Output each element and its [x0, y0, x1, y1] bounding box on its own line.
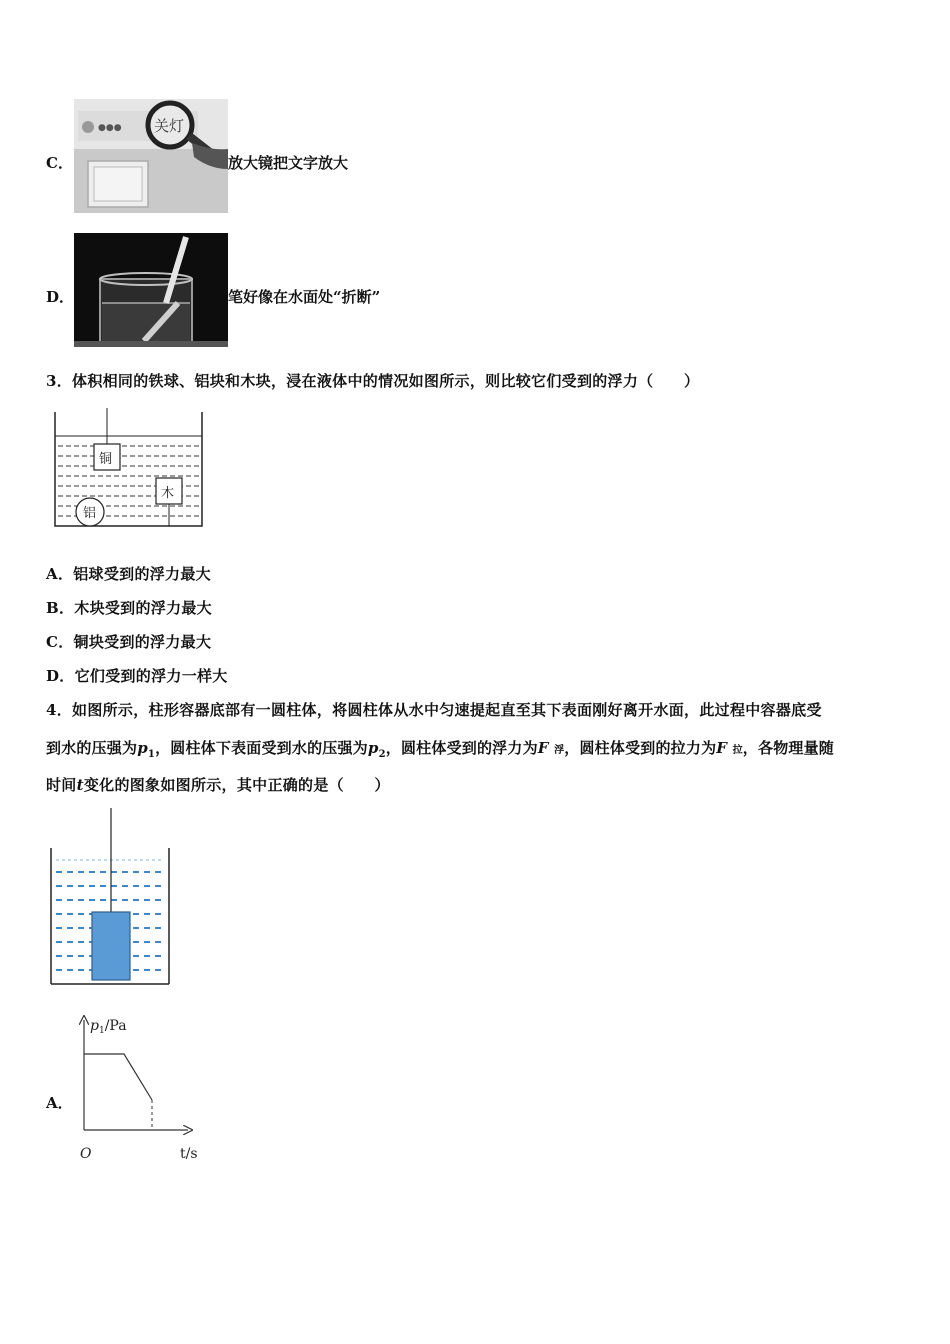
- buoyancy-figure-q3: [50, 408, 206, 532]
- option-d-letter: D．: [46, 288, 75, 306]
- option-c-text: 放大镜把文字放大: [228, 154, 349, 172]
- graph-y-label-var: p: [90, 1018, 99, 1034]
- question-4-line-3: 时间t变化的图象如图所示，其中正确的是（ ）: [46, 776, 390, 794]
- p1-symbol: p: [137, 739, 148, 757]
- q3-option-d: D．它们受到的浮力一样大: [46, 667, 228, 685]
- option-c-letter: C．: [46, 154, 73, 172]
- question-3-stem: 3．体积相同的铁球、铝块和木块，浸在液体中的情况如图所示，则比较它们受到的浮力（ ）: [46, 372, 700, 390]
- cylinder-container-figure: [48, 808, 172, 988]
- svg-text:p1/Pa: $p_1/Pa$: [90, 1018, 127, 1036]
- p2-symbol: p: [367, 739, 379, 757]
- p1-time-graph: [72, 1012, 212, 1164]
- f-tension-symbol: F: [716, 739, 728, 757]
- copper-label: 铜: [99, 452, 113, 467]
- option-d-text: 笔好像在水面处“折断”: [228, 288, 381, 306]
- question-4-line-1: 4．如图所示，柱形容器底部有一圆柱体，将圆柱体从水中匀速提起直至其下表面刚好离开水面，此过程中容器底受: [46, 701, 822, 719]
- pencil-in-water-photo: [74, 233, 228, 347]
- graph-origin: O: [80, 1146, 92, 1162]
- wood-label: 木: [161, 486, 175, 501]
- question-4-line-2: 到水的压强为$p_1$，圆柱体下表面受到水的压强为$p_2$，圆柱体受到的浮力为F 浮，圆柱体受到的拉力为F 拉，各物理量随: [46, 739, 834, 760]
- f-buoyancy-symbol: F: [537, 739, 549, 757]
- q4-option-a-letter: A．: [46, 1094, 73, 1112]
- svg-text:●●●: ●●●: [98, 123, 122, 133]
- q3-option-b: B．木块受到的浮力最大: [46, 599, 212, 617]
- magnifier-text: 关灯: [154, 117, 185, 135]
- q3-option-c: C．铜块受到的浮力最大: [46, 633, 212, 651]
- q3-option-a: A．铝球受到的浮力最大: [46, 565, 211, 583]
- graph-x-label: t/s: [180, 1146, 198, 1162]
- magnifier-photo: [74, 99, 228, 213]
- t-symbol: t: [76, 776, 84, 794]
- aluminum-label: 铝: [83, 506, 97, 521]
